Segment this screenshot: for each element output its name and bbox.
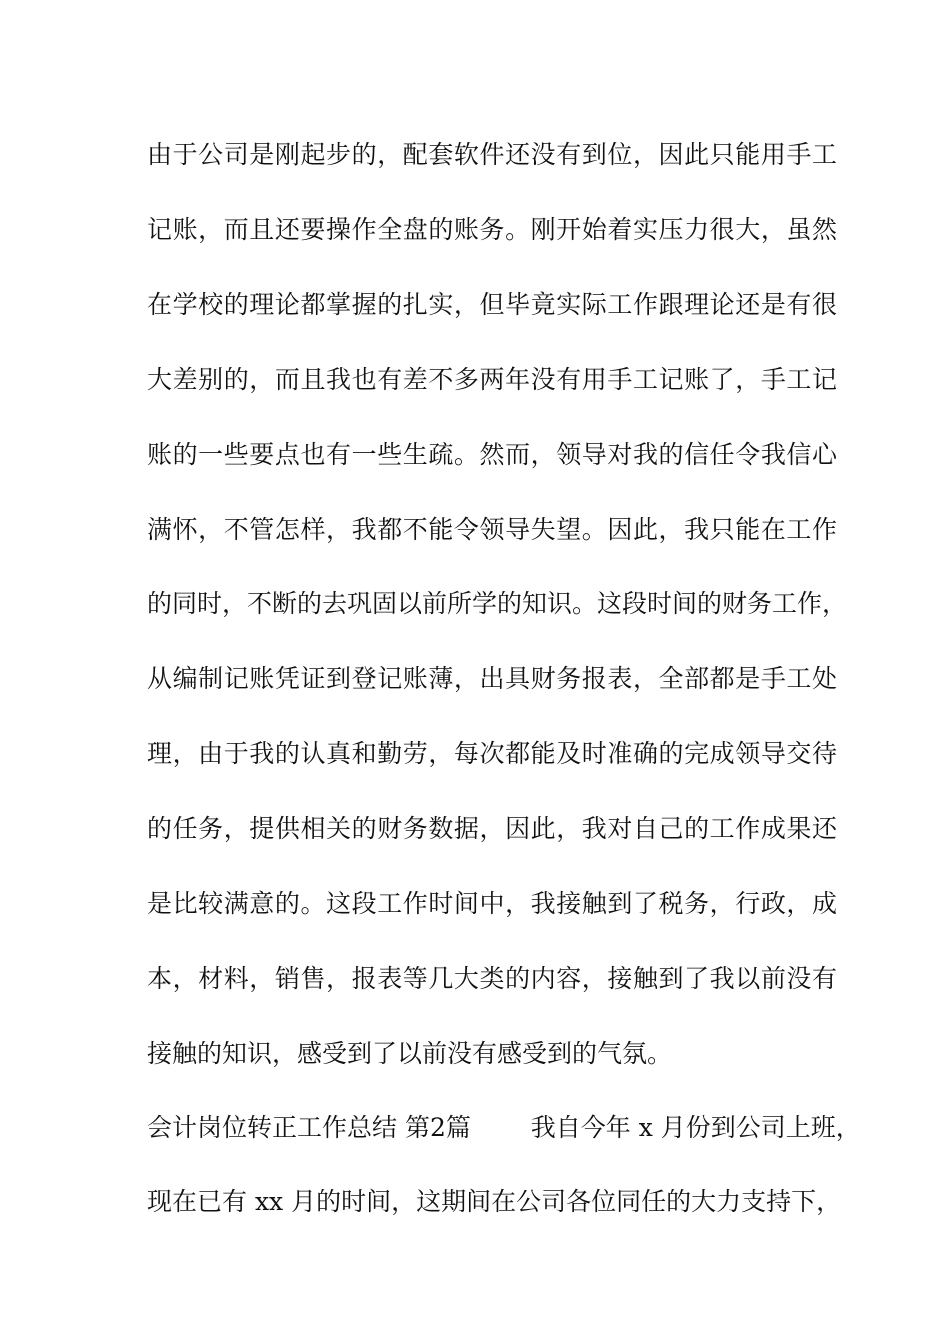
paragraph-line: 是比较满意的。这段工作时间中，我接触到了税务，行政，成 bbox=[147, 889, 837, 918]
paragraph-line: 理，由于我的认真和勤劳，每次都能及时准确的完成领导交待 bbox=[147, 739, 837, 768]
paragraph-line: 满怀，不管怎样，我都不能令领导失望。因此，我只能在工作 bbox=[147, 515, 837, 544]
section-body-line: 现在已有 xx 月的时间，这期间在公司各位同任的大力支持下， bbox=[147, 1187, 842, 1216]
section-body-start: 我自今年 x 月份到公司上班， bbox=[530, 1113, 861, 1142]
paragraph-line: 本，材料，销售，报表等几大类的内容，接触到了我以前没有 bbox=[147, 964, 837, 993]
paragraph-line: 从编制记账凭证到登记账薄，出具财务报表，全部都是手工处 bbox=[147, 664, 837, 693]
paragraph-line: 由于公司是刚起步的，配套软件还没有到位，因此只能用手工 bbox=[147, 140, 837, 169]
paragraph-last-line: 接触的知识，感受到了以前没有感受到的气氛。 bbox=[147, 1039, 673, 1068]
paragraph-line: 的同时，不断的去巩固以前所学的知识。这段时间的财务工作， bbox=[147, 589, 848, 618]
paragraph-line: 大差别的，而且我也有差不多两年没有用手工记账了，手工记 bbox=[147, 365, 837, 394]
section-heading: 会计岗位转正工作总结 第2篇 bbox=[147, 1113, 471, 1142]
paragraph-line: 在学校的理论都掌握的扎实，但毕竟实际工作跟理论还是有很 bbox=[147, 290, 837, 319]
paragraph-line: 账的一些要点也有一些生疏。然而，领导对我的信任令我信心 bbox=[147, 440, 837, 469]
section-heading-line bbox=[147, 1108, 861, 1148]
paragraph-line: 记账，而且还要操作全盘的账务。刚开始着实压力很大，虽然 bbox=[147, 215, 837, 244]
paragraph-line: 的任务，提供相关的财务数据，因此，我对自己的工作成果还 bbox=[147, 814, 837, 843]
